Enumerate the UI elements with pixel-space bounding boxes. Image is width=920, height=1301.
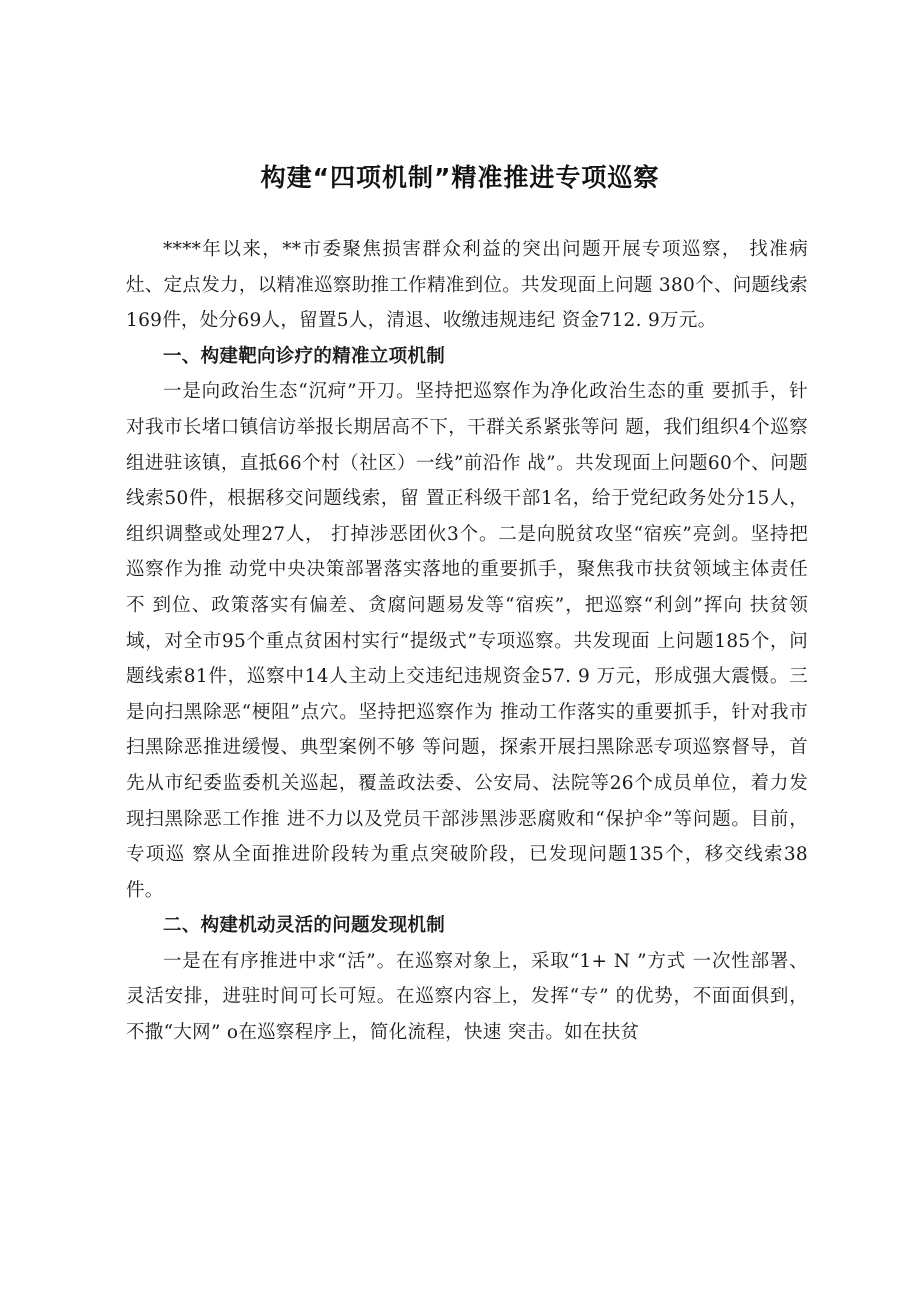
section-1-paragraph: 一是向政治生态“沉疴”开刀。坚持把巡察作为净化政治生态的重 要抓手，针对我市长堵口镇信访举报长期居高不下，干群关系紧张等问 题，我们组织4个巡察组进驻该镇，直抵66个村（社区）一线”前沿作 战”。共发现面上问题60个、问题线索50件，根据移交问题线索，留 置正科级干部1名，给于党纪政务处分15人，组织调整或处理27人， 打掉涉恶团伙3个。二是向脱贫攻坚“宿疾”亮剑。坚持把巡察作为推 动党中央决策部署落实落地的重要抓手，聚焦我市扶贫领域主体责任不 到位、政策落实有偏差、贪腐问题易发等“宿疾”，把巡察“利剑”挥向 扶贫领域，对全市95个重点贫困村实行“提级式”专项巡察。共发现面 上问题185个，问题线索81件，巡察中14人主动上交违纪违规资金57. 9 万元，形成强大震慑。三是向扫黑除恶“梗阻”点穴。坚持把巡察作为 推动工作落实的重要抓手，针对我市扫黑除恶推进缓慢、典型案例不够 等问题，探索开展扫黑除恶专项巡察督导，首先从市纪委监委机关巡起，覆盖政法委、公安局、法院等26个成员单位，着力发现扫黑除恶工作推 进不力以及党员干部涉黑涉恶腐败和“保护伞”等问题。目前，专项巡 察从全面推进阶段转为重点突破阶段，已发现问题135个，移交线索38 件。: [126, 381, 808, 901]
intro-paragraph: ****年以来，**市委聚焦损害群众利益的突出问题开展专项巡察， 找准病灶、定点发力，以精准巡察助推工作精准到位。共发现面上问题 380个、问题线索169件，处分69人，留置5人，清退、收缴违规违纪 资金712. 9万元。: [126, 239, 808, 332]
document-body: [126, 232, 808, 1051]
section-1-heading: 一、构建靶向诊疗的精准立项机制: [163, 345, 446, 367]
section-2-paragraph: 一是在有序推进中求“活”。在巡察对象上，采取“1+ N ”方式 一次性部署、灵活安排，进驻时间可长可短。在巡察内容上，发挥“专” 的优势，不面面俱到，不撒“大网” o在巡察程序上，简化流程，快速 突击。如在扶贫: [126, 950, 808, 1044]
document-title: 构建“四项机制”精准推进专项巡察: [260, 163, 660, 192]
section-2-heading: 二、构建机动灵活的问题发现机制: [163, 915, 446, 937]
